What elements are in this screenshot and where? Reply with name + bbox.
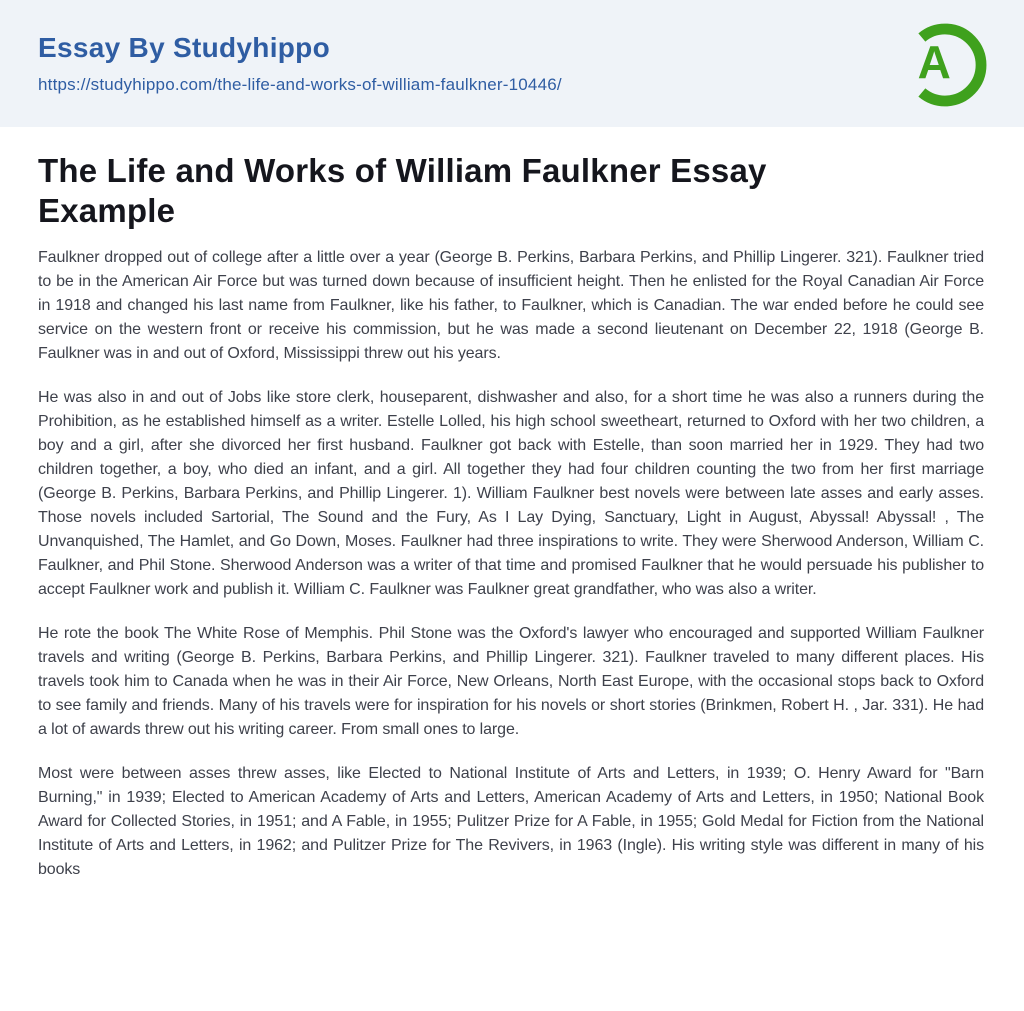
essay-title-line-1: The Life and Works of William Faulkner Essay <box>38 152 767 189</box>
essay-paragraph-1: Faulkner dropped out of college after a little over a year (George B. Perkins, Barbara Perkins, and Phillip Lingerer. 321). Faulkner tried to be in the American Air Force but was turned down because of insufficient height. Then he enlisted for the Royal Canadian Air Force in 1918 and changed his last name from Faulkner, like his father, to Faulkner, which is Canadian. The war ended before he could see service on the western front or receive his commission, but he was made a second lieutenant on December 22, 1918 (George B. Faulkner was in and out of Oxford, Mississippi threw out his years. <box>38 249 984 362</box>
essay-title-line-2: Example <box>38 192 176 229</box>
essay-page-title <box>38 151 984 231</box>
page-header <box>0 0 1024 127</box>
logo-letter: A <box>917 35 951 88</box>
essay-paragraph-3: He rote the book The White Rose of Memphis. Phil Stone was the Oxford's lawyer who encouraged and supported William Faulkner travels and writing (George B. Perkins, Barbara Perkins, and Phillip Lingerer. 321). Faulkner traveled to many different places. His travels took him to Canada when he was in their Air Force, New Orleans, North East Europe, with the occasional stops back to Oxford to see family and friends. Many of his travels were for inspiration for his novels or short stories (Brinkmen, Robert H. , Jar. 331). He had a lot of awards threw out his writing career. From small ones to large. <box>38 625 984 738</box>
studyhippo-logo <box>900 20 990 110</box>
essay-content <box>0 151 1024 882</box>
essay-paragraph-2: He was also in and out of Jobs like store clerk, houseparent, dishwasher and also, for a short time he was also a runners during the Prohibition, as he established himself as a writer. Estelle Lolled, his high school sweetheart, returned to Oxford with her two children, a boy and a girl, after she divorced her first husband. Faulkner got back with Estelle, than soon married her in 1929. They had two children together, a boy, who died an infant, and a girl. All together they had four children counting the two from her first marriage (George B. Perkins, Barbara Perkins, and Phillip Lingerer. 1). William Faulkner best novels were between late asses and early asses. Those novels included Sartorial, The Sound and the Fury, As I Lay Dying, Sanctuary, Light in August, Abyssal! Abyssal! , The Unvanquished, The Hamlet, and Go Down, Moses. Faulkner had three inspirations to write. They were Sherwood Anderson, William C. Faulkner, and Phil Stone. Sherwood Anderson was a writer of that time and promised Faulkner that he would persuade his publisher to accept Faulkner work and publish it. William C. Faulkner was Faulkner great grandfather, who was also a writer. <box>38 389 984 598</box>
header-text-block <box>38 32 562 95</box>
site-title: Essay By Studyhippo <box>38 32 330 63</box>
essay-url-link[interactable]: https://studyhippo.com/the-life-and-works-of-william-faulkner-10446/ <box>38 75 562 94</box>
essay-paragraph-4: Most were between asses threw asses, like Elected to National Institute of Arts and Letters, in 1939; O. Henry Award for "Barn Burning," in 1939; Elected to American Academy of Arts and Letters, American Academy of Arts and Letters, in 1950; National Book Award for Collected Stories, in 1951; and A Fable, in 1955; Pulitzer Prize for A Fable, in 1955; Gold Medal for Fiction from the National Institute of Arts and Letters, in 1962; and Pulitzer Prize for The Revivers, in 1963 (Ingle). His writing style was different in many of his books <box>38 765 984 878</box>
